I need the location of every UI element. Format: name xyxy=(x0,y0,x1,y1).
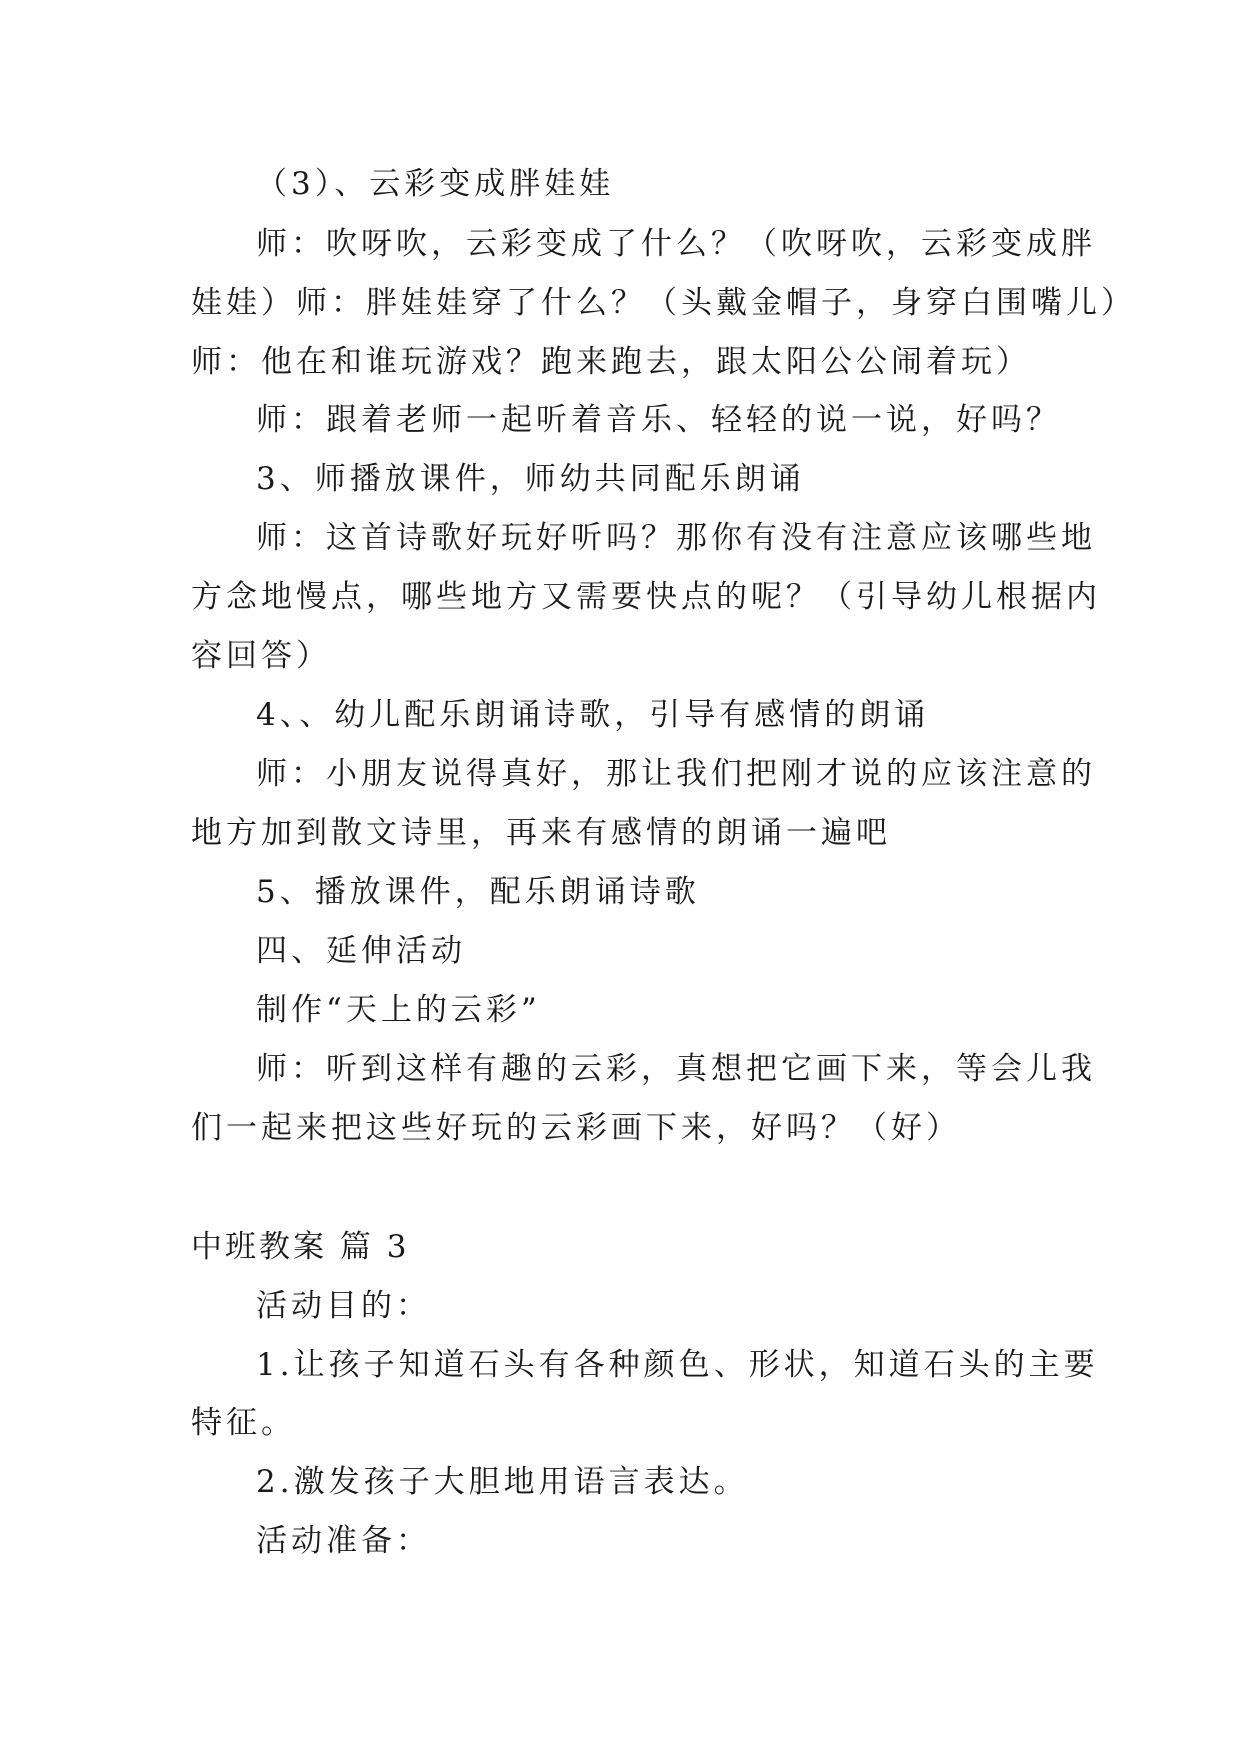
subheading-line: （3）、云彩变成胖娃娃 xyxy=(256,166,615,202)
paragraph-line: 地方加到散文诗里，再来有感情的朗诵一遍吧 xyxy=(191,815,891,851)
paragraph-line: 方念地慢点，哪些地方又需要快点的呢？（引导幼儿根据内 xyxy=(191,579,1101,615)
paragraph-line: 师：这首诗歌好玩好听吗？那你有没有注意应该哪些地 xyxy=(256,520,1096,556)
paragraph-line: 制作“天上的云彩” xyxy=(256,992,541,1028)
paragraph-line: 师：跟着老师一起听着音乐、轻轻的说一说，好吗？ xyxy=(256,402,1061,438)
paragraph-line: 特征。 xyxy=(191,1405,296,1441)
list-item: 1.让孩子知道石头有各种颜色、形状，知道石头的主要 xyxy=(256,1347,1099,1383)
paragraph-line: 师：吹呀吹，云彩变成了什么？（吹呀吹，云彩变成胖 xyxy=(256,226,1096,262)
step-line: 5、播放课件，配乐朗诵诗歌 xyxy=(256,874,700,910)
step-line: 4、、幼儿配乐朗诵诗歌，引导有感情的朗诵 xyxy=(256,697,930,733)
section-heading: 中班教案 篇 3 xyxy=(191,1229,410,1265)
subheading-line: 四、延伸活动 xyxy=(256,933,466,969)
paragraph-line: 容回答） xyxy=(191,638,331,674)
subheading-line: 活动目的： xyxy=(256,1288,431,1324)
paragraph-line: 师：听到这样有趣的云彩，真想把它画下来，等会儿我 xyxy=(256,1051,1096,1087)
paragraph-line: 娃娃）师：胖娃娃穿了什么？（头戴金帽子，身穿白围嘴儿） xyxy=(191,285,1136,321)
paragraph-line: 们一起来把这些好玩的云彩画下来，好吗？（好） xyxy=(191,1110,961,1146)
step-line: 3、师播放课件，师幼共同配乐朗诵 xyxy=(256,461,805,497)
subheading-line: 活动准备： xyxy=(256,1523,431,1559)
paragraph-line: 师：小朋友说得真好，那让我们把刚才说的应该注意的 xyxy=(256,756,1096,792)
paragraph-line: 师：他在和谁玩游戏？跑来跑去，跟太阳公公闹着玩） xyxy=(191,344,1031,380)
list-item: 2.激发孩子大胆地用语言表达。 xyxy=(256,1464,749,1500)
